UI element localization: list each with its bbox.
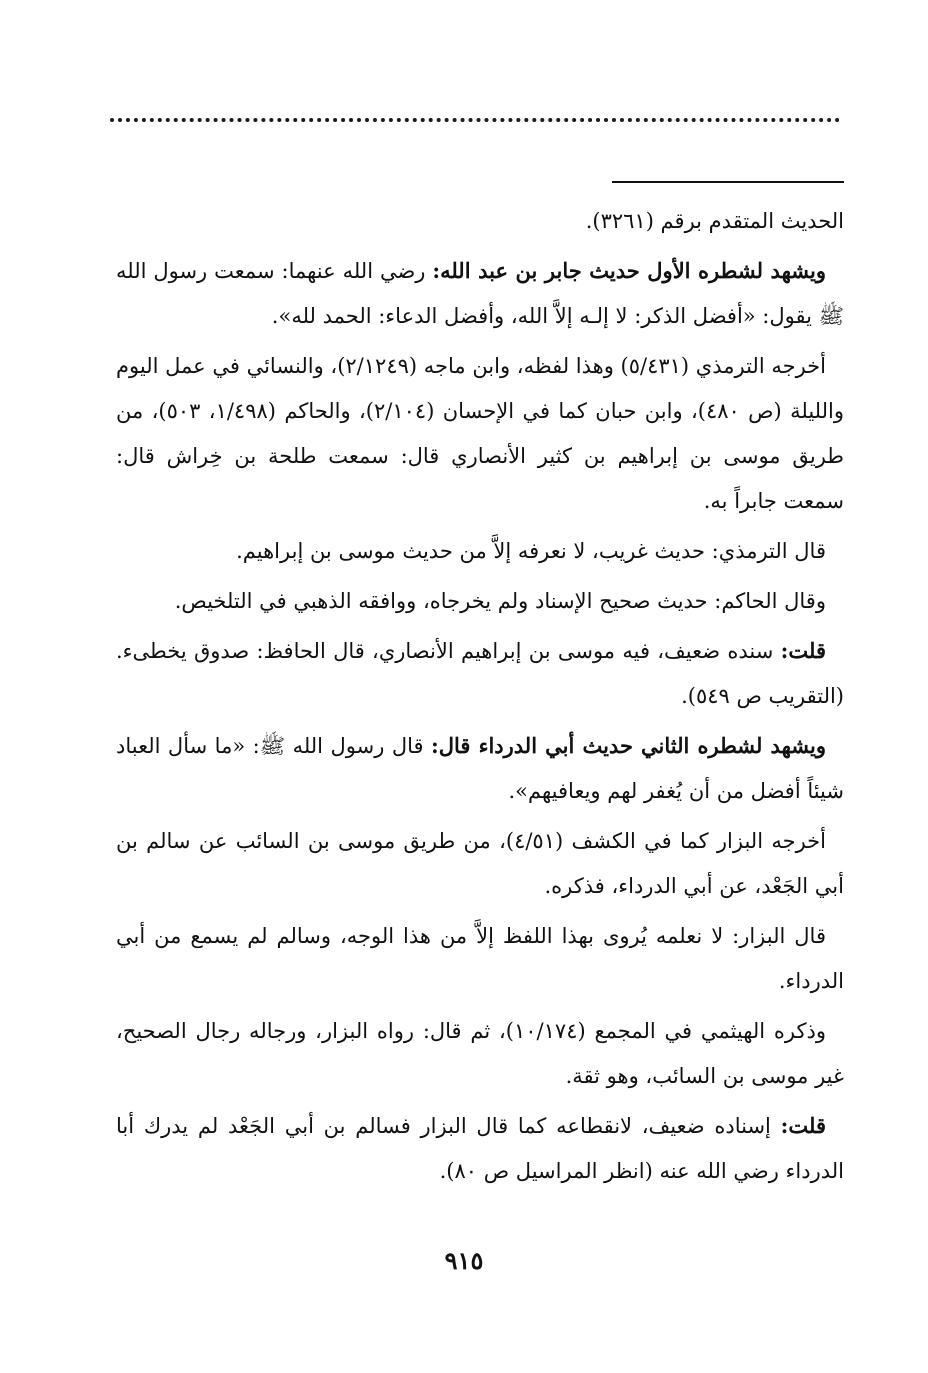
paragraph-9 — [116, 913, 844, 1004]
paragraph-text: أخرجه البزار كما في الكشف (٤/٥١)، من طريق موسى بن السائب عن سالم بن أبي الجَعْد، عن أبي الدرداء، فذكره. — [116, 829, 844, 898]
paragraph-text: رضي الله عنهما: سمعت رسول الله ﷺ يقول: «أفضل الذكر: لا إلـه إلاَّ الله، وأفضل الدعاء: الحمد لله». — [116, 259, 844, 328]
paragraph-4 — [116, 528, 844, 574]
paragraph-text: قال الترمذي: حديث غريب، لا نعرفه إلاَّ من حديث موسى بن إبراهيم. — [236, 539, 826, 563]
paragraph-lead: ويشهد لشطره الثاني حديث أبي الدرداء قال: — [431, 733, 826, 758]
paragraph-text: قال البزار: لا نعلمه يُروى بهذا اللفظ إلاَّ من هذا الوجه، وسالم لم يسمع من أبي الدرداء. — [116, 924, 844, 993]
paragraph-3 — [116, 343, 844, 524]
paragraph-text: الحديث المتقدم برقم (٣٢٦١). — [585, 209, 844, 233]
paragraph-8 — [116, 818, 844, 909]
paragraph-11 — [116, 1103, 844, 1194]
page-number: ٩١٥ — [444, 1246, 484, 1275]
paragraph-text: أخرجه الترمذي (٥/٤٣١) وهذا لفظه، وابن ماجه (٢/١٢٤٩)، والنسائي في عمل اليوم والليلة (ص ٤٨٠)، وابن حبان كما في الإحسان (٢/١٠٤)، والحاكم (١/٤٩٨، ٥٠٣)، من طريق موسى بن إبراهيم بن كثير الأنصاري قال: سمعت طلحة بن خِراش قال: سمعت جابراً به. — [116, 354, 844, 513]
dotted-separator — [110, 118, 840, 122]
paragraph-6 — [116, 628, 844, 719]
page-body — [116, 198, 844, 1198]
paragraph-lead: قلت: — [780, 638, 826, 663]
paragraph-5 — [116, 578, 844, 624]
paragraph-lead: قلت: — [780, 1113, 826, 1138]
footnote-rule — [612, 181, 844, 183]
paragraph-text: وقال الحاكم: حديث صحيح الإسناد ولم يخرجاه، ووافقه الذهبي في التلخيص. — [174, 589, 826, 613]
paragraph-text: وذكره الهيثمي في المجمع (١٠/١٧٤)، ثم قال: رواه البزار، ورجاله رجال الصحيح، غير موسى بن السائب، وهو ثقة. — [116, 1019, 844, 1088]
paragraph-lead: ويشهد لشطره الأول حديث جابر بن عبد الله: — [432, 258, 826, 283]
paragraph-10 — [116, 1008, 844, 1099]
paragraph-7 — [116, 723, 844, 814]
paragraph-text: إسناده ضعيف، لانقطاعه كما قال البزار فسالم بن أبي الجَعْد لم يدرك أبا الدرداء رضي الله عنه (انظر المراسيل ص ٨٠). — [116, 1114, 844, 1183]
paragraph-1 — [116, 198, 844, 244]
paragraph-text: قال رسول الله ﷺ: «ما سأل العباد شيئاً أفضل من أن يُغفر لهم ويعافيهم». — [116, 734, 844, 803]
paragraph-2 — [116, 248, 844, 339]
paragraph-text: سنده ضعيف، فيه موسى بن إبراهيم الأنصاري، قال الحافظ: صدوق يخطىء. (التقريب ص ٥٤٩). — [116, 639, 844, 708]
